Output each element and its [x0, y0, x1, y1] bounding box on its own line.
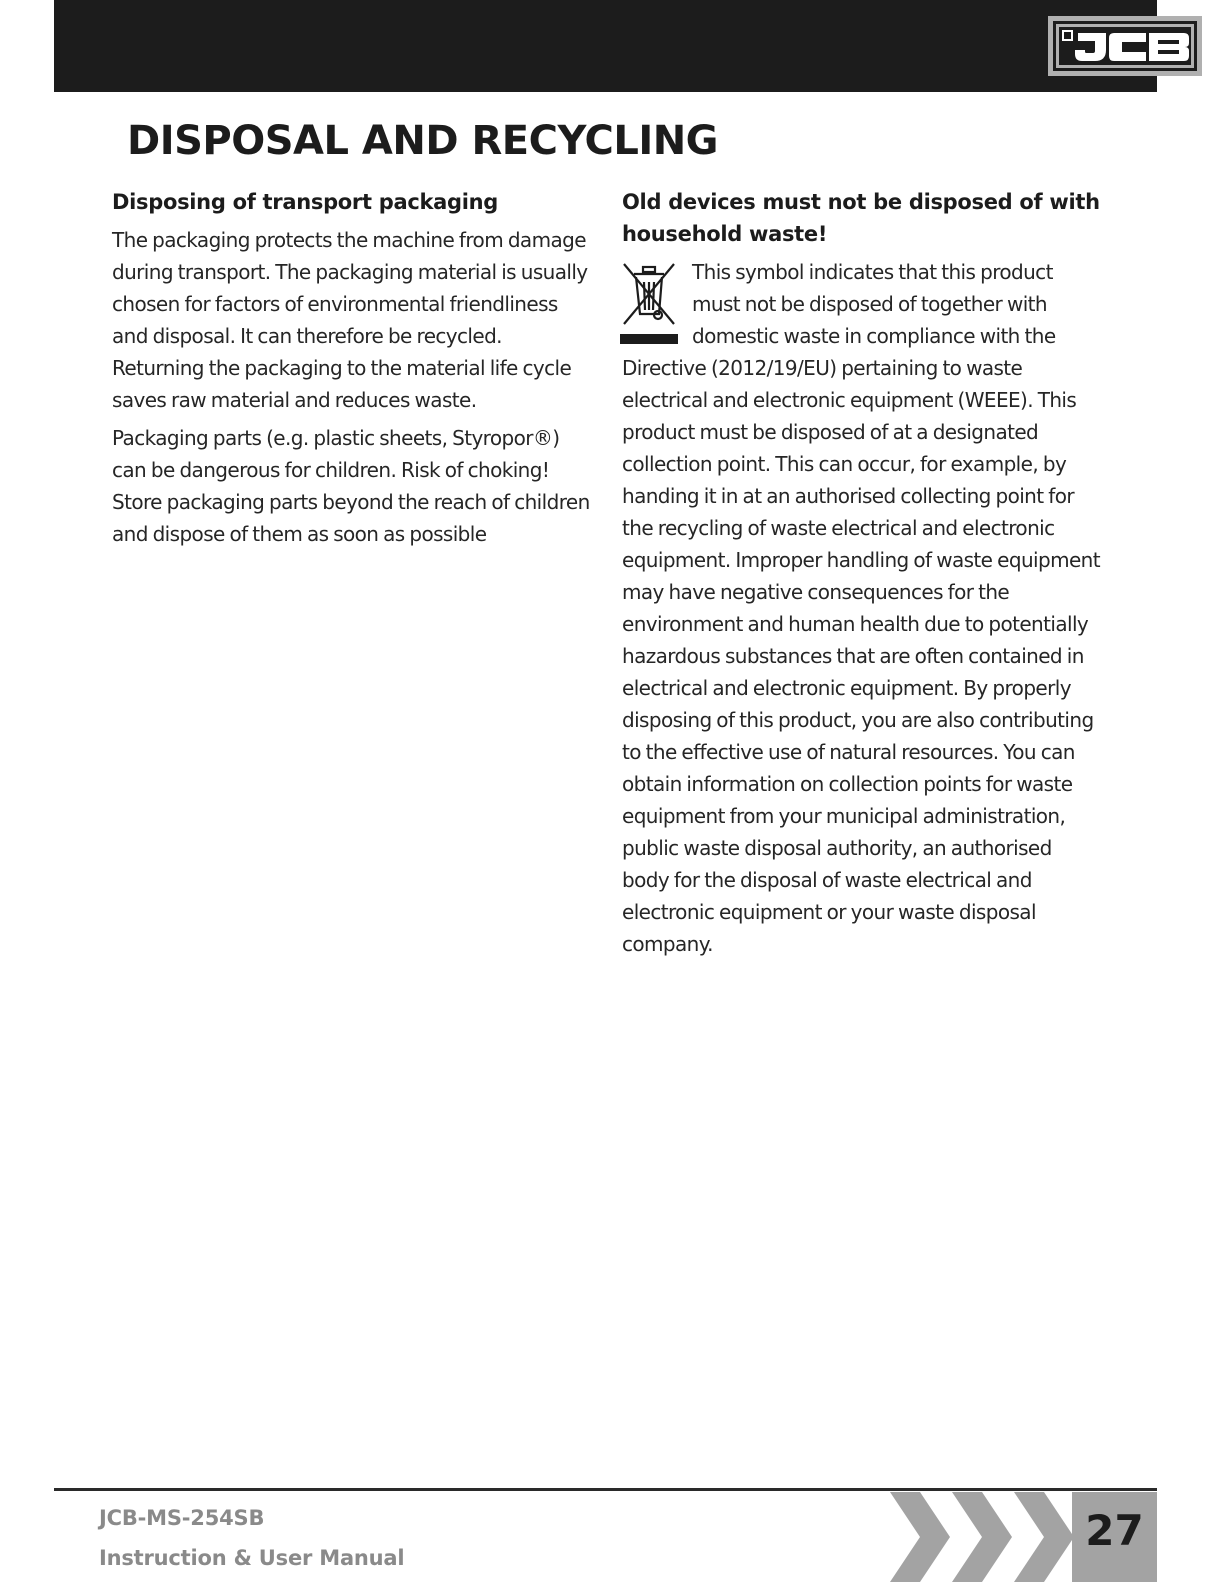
jcb-logo	[1048, 16, 1202, 76]
weee-crossed-bin-icon	[618, 258, 680, 350]
right-column	[622, 186, 1102, 966]
weee-paragraph: This symbol indicates that this product must not be disposed of together with domestic waste in compliance with the Directive (2012/19/EU) pertaining to waste electrical and electronic equipment (WEEE). This product must be disposed of at a designated collection point. This can occur, for example, by handing it in at an authorised collecting point for the recycling of waste electrical and electronic equipment. Improper handling of waste equipment may have negative consequences for the environment and human health due to potentially hazardous substances that are often contained in electrical and electronic equipment. By properly disposing of this product, you are also contributing to the effective use of natural resources. You can obtain information on collection points for waste equipment from your municipal administration, public waste disposal authority, an authorised body for the disposal of waste electrical and electronic equipment or your waste disposal company.	[622, 260, 1100, 956]
page-number-box	[1072, 1492, 1157, 1582]
page-number: 27	[1085, 1506, 1144, 1555]
weee-heading: Old devices must not be disposed of with household waste!	[622, 190, 1100, 246]
packaging-heading: Disposing of transport packaging	[112, 190, 499, 214]
footer-model: JCB-MS-254SB	[99, 1506, 265, 1530]
weee-block	[622, 256, 1102, 960]
header-bar	[54, 0, 1157, 92]
packaging-paragraph-2: Packaging parts (e.g. plastic sheets, Styropor®) can be dangerous for children. Risk of choking! Store packaging parts beyond the reach of children and dispose of them as soon as possible	[112, 426, 590, 546]
packaging-paragraph-1: The packaging protects the machine from damage during transport. The packaging material is usually chosen for factors of environmental friendliness and disposal. It can therefore be recycled. Returning the packaging to the material life cycle saves raw material and reduces waste.	[112, 228, 588, 412]
page-title: DISPOSAL AND RECYCLING	[127, 118, 719, 164]
left-column	[112, 186, 592, 556]
chevron-arrows-icon	[890, 1492, 1080, 1582]
footer-divider	[54, 1488, 1157, 1491]
footer-document-title: Instruction & User Manual	[99, 1546, 405, 1570]
